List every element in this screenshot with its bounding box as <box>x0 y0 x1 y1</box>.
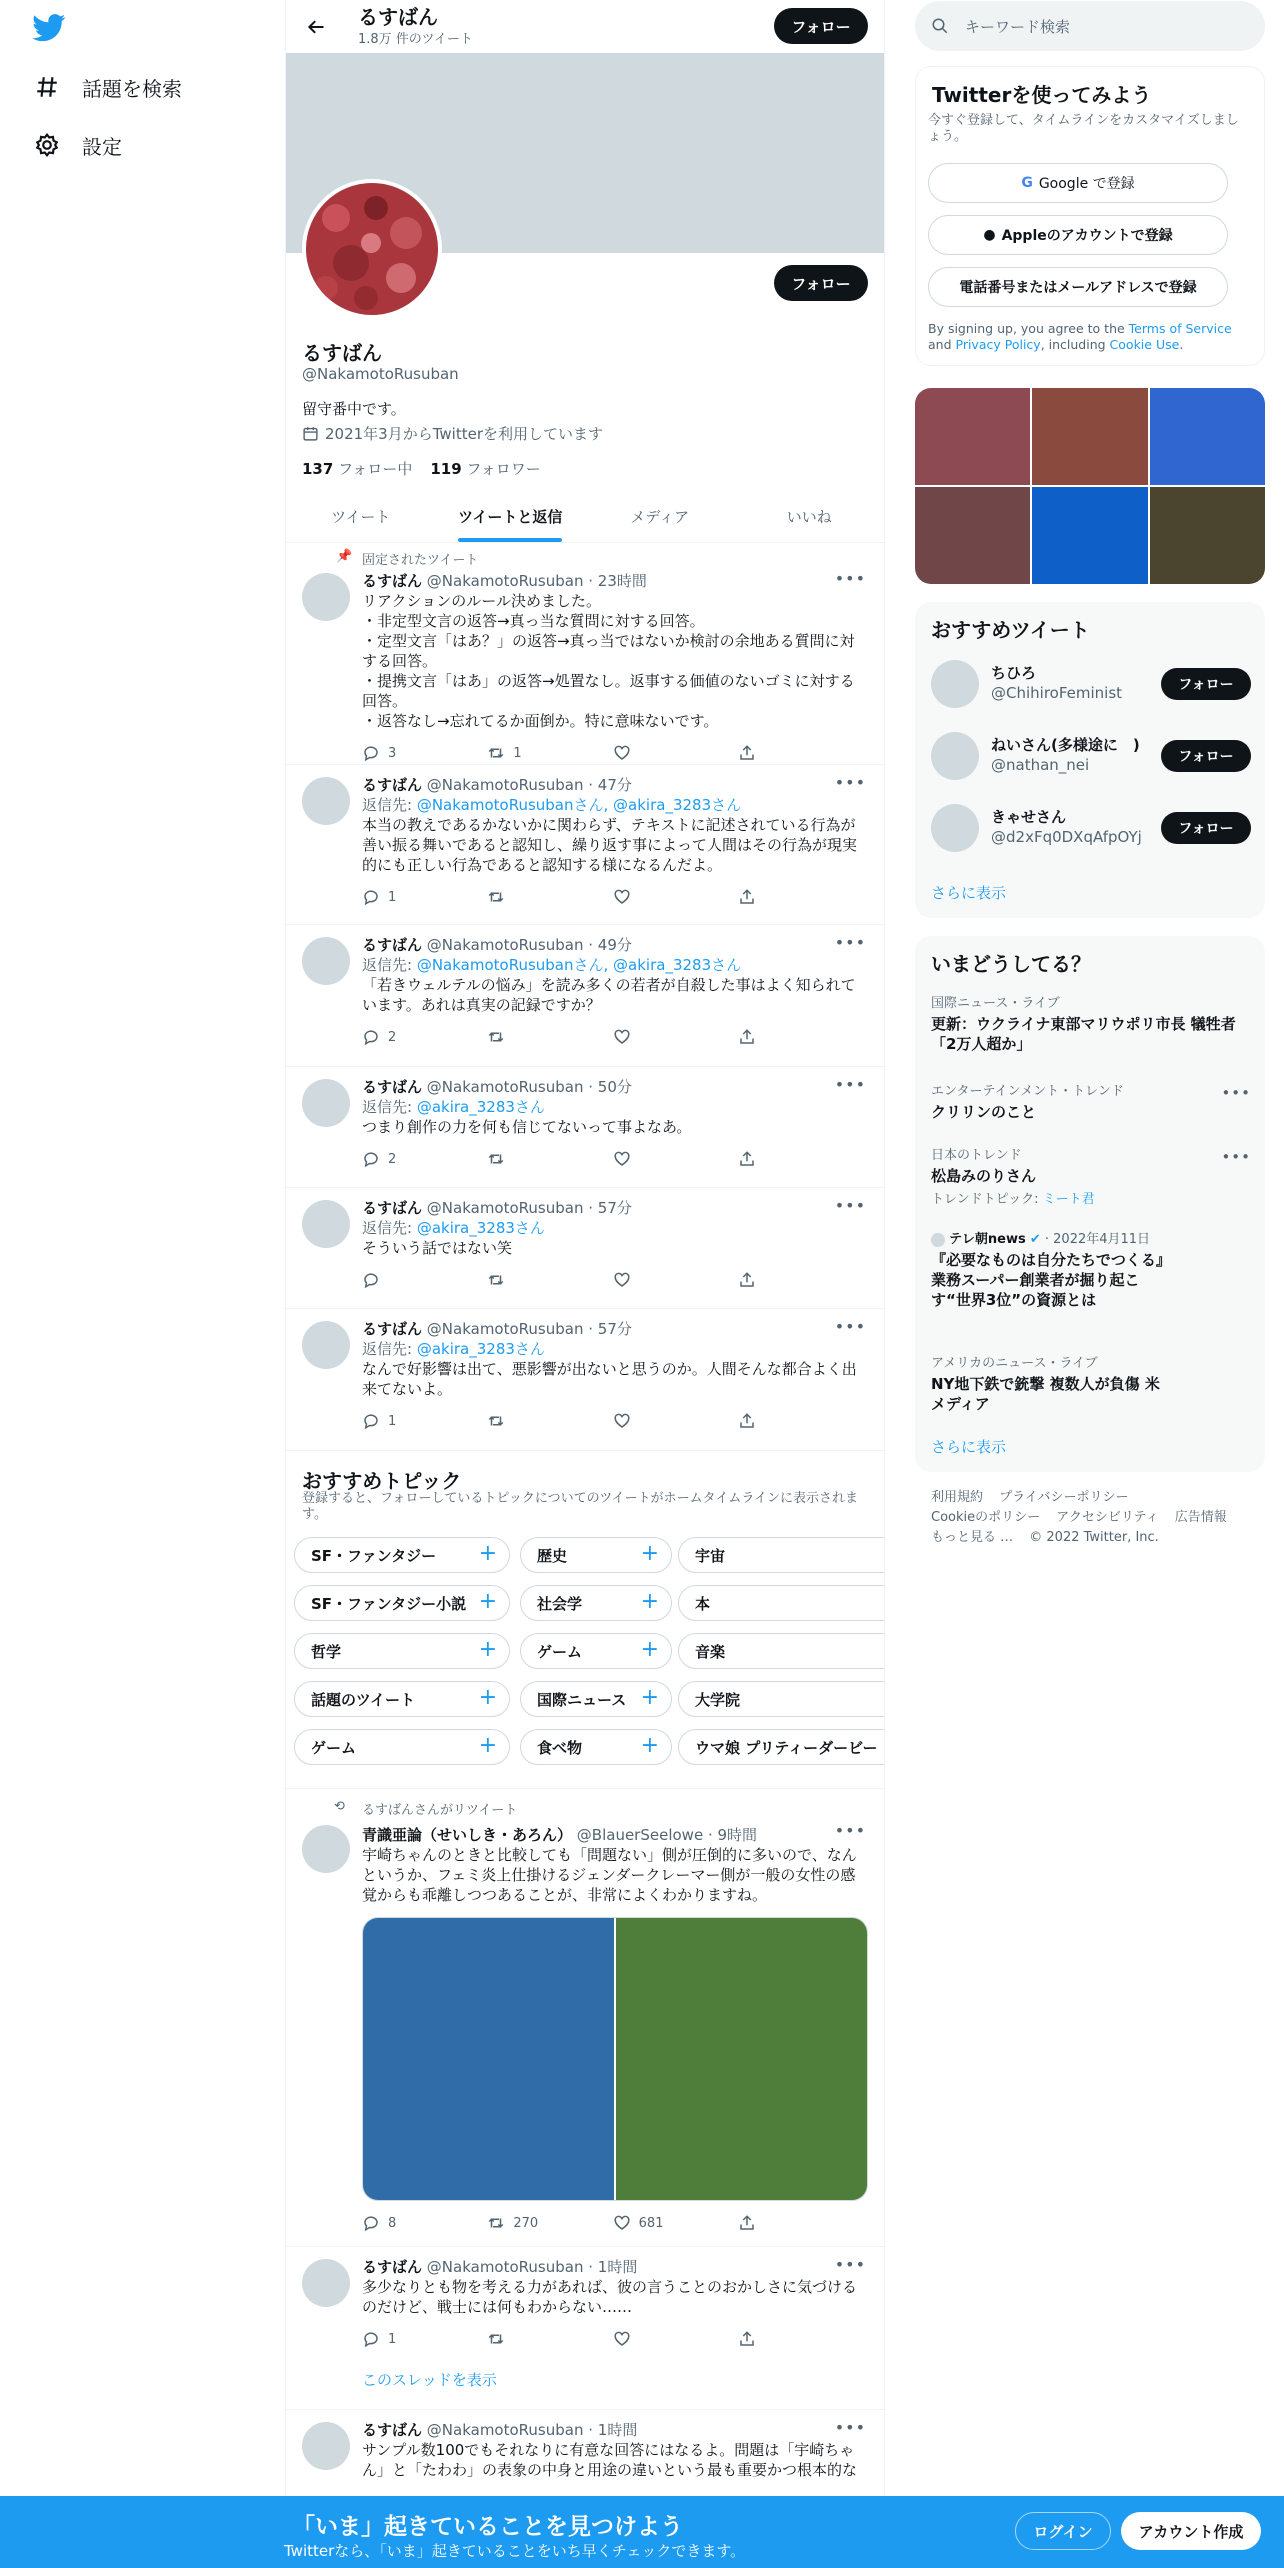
nav-settings[interactable] <box>34 125 122 165</box>
tweet-avatar[interactable] <box>302 1825 350 1873</box>
topic-chip[interactable]: 大学院 <box>678 1681 885 1717</box>
reply-icon <box>362 1028 380 1046</box>
topic-chip[interactable]: SF・ファンタジー + <box>294 1537 510 1573</box>
avatar[interactable] <box>931 660 979 708</box>
retweet-icon <box>487 2214 505 2232</box>
retweet-button[interactable]: 270 <box>487 2213 547 2233</box>
signup-title: Twitterを使ってみよう <box>932 83 1152 107</box>
tweet-avatar[interactable] <box>302 937 350 985</box>
profile-joined-text: 2021年3月からTwitterを利用しています <box>325 425 603 443</box>
more-icon[interactable]: ••• <box>834 1075 866 1094</box>
topic-chip[interactable]: ゲーム + <box>520 1633 672 1669</box>
footer-link[interactable]: アクセシビリティ <box>1056 1510 1159 1525</box>
tweet-text: つまり創作の力を何も信じてないって事よなあ。 <box>362 1118 692 1136</box>
topic-chip[interactable]: SF・ファンタジー小説 + <box>294 1585 510 1621</box>
like-button[interactable] <box>613 2329 673 2349</box>
show-more-link[interactable]: さらに表示 <box>931 1438 1007 1456</box>
source-avatar <box>931 1233 945 1247</box>
reply-to-users[interactable]: @akira_3283さん <box>416 1098 545 1116</box>
share-button[interactable] <box>738 1149 798 1169</box>
reply-button[interactable]: 8 <box>362 2213 422 2233</box>
tweet[interactable]: ••• るすばん @NakamotoRusuban · 57分 返信先: @akira_3283さん そういう話ではない笑 <box>286 1188 884 1309</box>
tweet-media[interactable] <box>362 1917 868 2201</box>
tweet-text: なんで好影響は出て、悪影響が出ないと思うのか。人間そんな都合よく出来てないよ。 <box>362 1360 857 1398</box>
reply-icon <box>362 888 380 906</box>
topic-chip[interactable]: ウマ娘 プリティーダービー <box>678 1729 885 1765</box>
recommended-user[interactable]: ねいさん(多様途に ) @nathan_nei フォロー <box>931 728 1251 784</box>
topic-chip[interactable]: 話題のツイート + <box>294 1681 510 1717</box>
privacy-link[interactable]: Privacy Policy <box>955 337 1041 352</box>
trend-item[interactable]: 日本のトレンド 松島みのりさん トレンドトピック: ミート君 ••• <box>931 1148 1251 1207</box>
tweet-avatar[interactable] <box>302 573 350 621</box>
copyright: © 2022 Twitter, Inc. <box>1029 1530 1159 1545</box>
retweet-button[interactable] <box>487 887 547 907</box>
google-signup-button[interactable]: G Google で登録 <box>928 163 1228 203</box>
plus-icon: + <box>640 1637 659 1662</box>
tweet-retweeted[interactable]: ⟲ るすばんさんがリツイート ••• 青識亜論（せいしき・あろん） @BlauerSeelowe · 9時間 宇崎ちゃんのときと比較しても「問題ない」側が圧倒的に多いので、なんというか、フェミ炎上仕掛けるジェンダークレーマー側が一般の女性の感覚からも乖離しつつあることが、非常によくわかりますね。 8 270 681 <box>286 1789 884 2247</box>
retweet-button[interactable] <box>487 1270 547 1290</box>
news-item[interactable]: テレ朝news ✔ · 2022年4月11日 『必要なものは自分たちでつくる』 業務スーパー創業者が掘り起こす“世界3位”の資源とは <box>931 1232 1179 1309</box>
share-button[interactable] <box>738 2329 798 2349</box>
retweet-icon <box>487 888 505 906</box>
calendar-icon <box>302 425 319 442</box>
tweet-avatar[interactable] <box>302 1321 350 1369</box>
retweet-button[interactable] <box>487 2329 547 2349</box>
cookie-link[interactable]: Cookie Use <box>1109 337 1180 352</box>
retweet-button[interactable] <box>487 1149 547 1169</box>
reply-icon <box>362 2214 380 2232</box>
reply-icon <box>362 1271 380 1289</box>
reply-to: 返信先: @NakamotoRusubanさん, @akira_3283さん <box>362 796 742 814</box>
plus-icon: + <box>478 1733 497 1758</box>
reply-to: 返信先: @akira_3283さん <box>362 1219 545 1237</box>
tweet-avatar[interactable] <box>302 1079 350 1127</box>
share-button[interactable] <box>738 1270 798 1290</box>
reply-button[interactable]: 1 <box>362 2329 422 2349</box>
media-thumb[interactable] <box>1032 388 1147 485</box>
share-icon <box>738 2330 756 2348</box>
avatar[interactable] <box>931 804 979 852</box>
reply-to: 返信先: @akira_3283さん <box>362 1340 545 1358</box>
nav-settings-label: 設定 <box>82 134 122 159</box>
recommended-accounts <box>915 602 1265 918</box>
share-icon <box>738 1150 756 1168</box>
topic-chip[interactable]: ゲーム + <box>294 1729 510 1765</box>
follow-button[interactable]: フォロー <box>1161 812 1251 844</box>
pinned-label: 固定されたツイート <box>362 553 479 568</box>
like-button[interactable]: 681 <box>613 2213 673 2233</box>
reply-icon <box>362 1412 380 1430</box>
reply-button[interactable] <box>362 1270 422 1290</box>
heart-icon <box>613 888 631 906</box>
reply-to-users[interactable]: @akira_3283さん <box>416 1340 545 1358</box>
main-column <box>285 0 885 2568</box>
share-button[interactable] <box>738 743 798 763</box>
tweet-avatar[interactable] <box>302 2422 350 2470</box>
topic-chip[interactable]: 国際ニュース + <box>520 1681 672 1717</box>
more-icon[interactable]: ••• <box>834 1196 866 1215</box>
share-icon <box>738 1412 756 1430</box>
tweet-actions <box>362 1149 868 1169</box>
hashtag-icon <box>34 74 60 100</box>
profile-handle: @NakamotoRusuban <box>302 365 459 383</box>
tweet-avatar[interactable] <box>302 1200 350 1248</box>
tweet-actions <box>362 887 868 907</box>
heart-icon <box>613 1412 631 1430</box>
reply-icon <box>362 744 380 762</box>
bottom-bar-subtitle: Twitterなら、「いま」起きていることをいち早くチェックできます。 <box>284 2542 746 2560</box>
more-icon[interactable]: ••• <box>834 2418 866 2437</box>
retweet-button[interactable] <box>487 1411 547 1431</box>
recommended-user[interactable]: きゃせさん @d2xFq0DXqAfpOYj フォロー <box>931 800 1251 856</box>
heart-icon <box>613 1271 631 1289</box>
tweet[interactable]: ••• るすばん @NakamotoRusuban · 47分 返信先: @NakamotoRusubanさん, @akira_3283さん 本当の教えであるかないかに関わらず、テキストに記述されている行為が善い振る舞いであると認知し、繰り返す事によって人間はその行為が現実的にも正しい行為であると認知する様になるんだよ。 1 <box>286 765 884 925</box>
plus-icon: + <box>640 1541 659 1566</box>
share-icon <box>738 888 756 906</box>
topic-chip[interactable]: 食べ物 + <box>520 1729 672 1765</box>
recommended-user[interactable]: ちひろ @ChihiroFeminist フォロー <box>931 656 1251 712</box>
bottom-bar-title: 「いま」起きていることを見つけよう <box>292 2514 683 2540</box>
plus-icon: + <box>478 1589 497 1614</box>
tweet-text: 宇崎ちゃんのときと比較しても「問題ない」側が圧倒的に多いので、なんというか、フェミ炎上仕掛けるジェンダークレーマー側が一般の女性の感覚からも乖離しつつあることが、非常によくわかりますね。 <box>362 1846 857 1904</box>
plus-icon: + <box>640 1589 659 1614</box>
footer-link[interactable]: もっと見る … <box>931 1530 1014 1545</box>
topics-title: おすすめトピック <box>302 1469 462 1493</box>
share-icon <box>738 2214 756 2232</box>
more-icon[interactable]: ••• <box>1221 1148 1251 1166</box>
profile-name: るすばん <box>302 341 382 365</box>
share-button[interactable] <box>738 2213 798 2233</box>
retweet-small-icon: ⟲ <box>334 1799 345 1814</box>
signup-terms: By signing up, you agree to the Terms of Service and Privacy Policy, including Cookie Use. <box>928 321 1232 352</box>
back-arrow-icon <box>306 17 326 37</box>
tab-media[interactable]: メディア <box>630 508 690 526</box>
plus-icon: + <box>640 1685 659 1710</box>
footer-link[interactable]: 広告情報 <box>1174 1510 1227 1525</box>
trend-item[interactable]: エンターテインメント・トレンド クリリンのこと ••• <box>931 1084 1251 1121</box>
like-button[interactable] <box>613 1270 673 1290</box>
tweet-text: 「若きウェルテルの悩み」を読み多くの若者が自殺した事はよく知られています。あれは真実の記録ですか？ <box>362 976 856 1014</box>
terms-link[interactable]: Terms of Service <box>1128 321 1232 336</box>
footer-link[interactable]: 利用規約 <box>931 1490 984 1505</box>
tweet-text: 多少なりとも物を考える力があれば、彼の言うことのおかしさに気づけるのだけど、戦士には何もわからない…… <box>362 2278 858 2316</box>
share-button[interactable] <box>738 1027 798 1047</box>
left-sidebar <box>0 0 285 2568</box>
twitter-logo-icon[interactable] <box>32 14 66 42</box>
tweet[interactable]: ••• るすばん @NakamotoRusuban · 1時間 多少なりとも物を考える力があれば、彼の言うことのおかしさに気づけるのだけど、戦士には何もわからない…… 1 このスレッドを表示 <box>286 2247 884 2410</box>
trend-item[interactable]: アメリカのニュース・ライブ NY地下鉄で銃撃 複数人が負傷 米メディア <box>931 1356 1160 1413</box>
like-button[interactable] <box>613 1149 673 1169</box>
profile-follow-button[interactable]: フォロー <box>774 265 868 301</box>
tweet-actions <box>362 1411 868 1431</box>
apple-icon: ● <box>983 227 996 243</box>
tweet[interactable]: ••• るすばん @NakamotoRusuban · 50分 返信先: @akira_3283さん つまり創作の力を何も信じてないって事よなあ。 2 <box>286 1067 884 1188</box>
media-thumb[interactable] <box>915 487 1030 584</box>
show-more-link[interactable]: さらに表示 <box>931 884 1007 902</box>
heart-icon <box>613 1028 631 1046</box>
footer-link[interactable]: プライバシーポリシー <box>999 1490 1129 1505</box>
tweet-text: そういう話ではない笑 <box>362 1239 513 1257</box>
more-icon[interactable]: ••• <box>1221 1084 1251 1102</box>
more-icon[interactable]: ••• <box>834 2255 866 2274</box>
reply-icon <box>362 2330 380 2348</box>
heart-icon <box>613 2214 631 2232</box>
profile-stats <box>302 458 541 479</box>
profile-header-bar <box>286 0 884 53</box>
like-button[interactable] <box>613 1411 673 1431</box>
retweet-icon <box>487 1150 505 1168</box>
retweet-icon <box>487 1412 505 1430</box>
signup-bottom-bar <box>0 2496 1284 2568</box>
tweet[interactable]: ••• るすばん @NakamotoRusuban · 57分 返信先: @akira_3283さん なんで好影響は出て、悪影響が出ないと思うのか。人間そんな都合よく出来てないよ。 1 <box>286 1309 884 1451</box>
nav-explore[interactable] <box>34 67 182 107</box>
tweet-text: 本当の教えであるかないかに関わらず、テキストに記述されている行為が善い振る舞いであると認知し、繰り返す事によって人間はその行為が現実的にも正しい行為であると認知する様になるんだよ。 <box>362 816 858 874</box>
reply-to-users[interactable]: @akira_3283さん <box>416 1219 545 1237</box>
like-button[interactable] <box>613 1027 673 1047</box>
login-button[interactable]: ログイン <box>1015 2512 1111 2550</box>
plus-icon: + <box>478 1637 497 1662</box>
media-thumb[interactable] <box>1150 388 1265 485</box>
media-image-right[interactable] <box>616 1918 867 2200</box>
media-thumb[interactable] <box>915 388 1030 485</box>
header-name: るすばん <box>358 5 438 29</box>
reply-to: 返信先: @NakamotoRusubanさん, @akira_3283さん <box>362 956 742 974</box>
share-icon <box>738 744 756 762</box>
retweet-icon <box>487 1271 505 1289</box>
signup-card <box>915 66 1265 366</box>
reply-button[interactable]: 3 <box>362 743 422 763</box>
heart-icon <box>613 744 631 762</box>
reply-button[interactable]: 2 <box>362 1027 422 1047</box>
retweet-button[interactable] <box>487 1027 547 1047</box>
topics-description: 登録すると、フォローしているトピックについてのツイートがホームタイムラインに表示されます。 <box>302 1491 859 1522</box>
profile-joined <box>302 423 603 444</box>
back-button[interactable] <box>302 13 330 41</box>
avatar-image <box>306 183 438 315</box>
media-thumb[interactable] <box>1032 487 1147 584</box>
topic-chip[interactable]: 歴史 + <box>520 1537 672 1573</box>
profile-bio: 留守番中です。 <box>302 400 406 418</box>
header-title <box>358 6 473 47</box>
topic-chip[interactable]: 社会学 + <box>520 1585 672 1621</box>
media-thumb[interactable] <box>1150 487 1265 584</box>
search-icon <box>931 17 949 35</box>
retweet-icon <box>487 744 505 762</box>
plus-icon: + <box>640 1733 659 1758</box>
avatar[interactable] <box>931 732 979 780</box>
reply-icon <box>362 1150 380 1168</box>
verified-icon: ✔ <box>1029 1232 1041 1247</box>
retweet-icon <box>487 2330 505 2348</box>
signup-subtitle: 今すぐ登録して、タイムラインをカスタマイズしましょう。 <box>928 113 1239 144</box>
tweet[interactable]: ••• るすばん @NakamotoRusuban · 1時間 サンプル数100でもそれなりに有意な回答にはなるよ。問題は「宇崎ちゃん」と「たわわ」の表象の中身と用途の違いという最も重要かつ根本的な <box>286 2410 884 2530</box>
tweet-actions <box>362 1270 868 1290</box>
tweet-text: リアクションのルール決めました。 ・非定型文言の返答→真っ当な質問に対する回答。 ・定型文言「はあ？」の返答→真っ当ではないか検討の余地ある質問に対する回答。 ・提携文言「はあ」の返答→処置なし。返事する価値のないゴミに対する回答。 ・返答なし→忘れてるか面倒か。特に意味ないです。 <box>362 592 855 730</box>
recommended-title: おすすめツイート <box>931 618 1090 642</box>
gear-icon <box>34 132 60 158</box>
reply-to-users[interactable]: @NakamotoRusubanさん, @akira_3283さん <box>416 796 742 814</box>
retweet-label: るすばんさんがリツイート <box>362 1803 518 1818</box>
share-icon <box>738 1271 756 1289</box>
tab-tweets[interactable]: ツイート <box>331 508 391 526</box>
header-tweet-count: 1.8万 件のツイート <box>358 32 473 47</box>
like-button[interactable] <box>613 743 673 763</box>
trends-panel <box>915 936 1265 1472</box>
nav-explore-label: 話題を検索 <box>82 76 182 101</box>
topic-chip[interactable]: 音楽 <box>678 1633 885 1669</box>
search-box[interactable] <box>915 1 1265 51</box>
trends-title: いまどうしてる？ <box>931 952 1091 976</box>
media-image-left[interactable] <box>363 1918 616 2200</box>
recommended-topics <box>286 1451 884 1789</box>
more-icon[interactable]: ••• <box>834 569 866 588</box>
plus-icon: + <box>478 1685 497 1710</box>
tweet-actions <box>362 743 868 763</box>
more-icon[interactable]: ••• <box>834 1317 866 1336</box>
phone-email-signup-button[interactable]: 電話番号またはメールアドレスで登録 <box>928 267 1228 307</box>
apple-signup-button[interactable]: ● Appleのアカウントで登録 <box>928 215 1228 255</box>
create-account-button[interactable]: アカウント作成 <box>1121 2512 1261 2550</box>
footer-links <box>931 1488 1251 1548</box>
heart-icon <box>613 1150 631 1168</box>
profile-info <box>286 253 884 543</box>
tweet-pinned[interactable]: 📌 固定されたツイート ••• るすばん @NakamotoRusuban · 23時間 リアクションのルール決めました。 ・非定型文言の返答→真っ当な質問に対する回答。 ・定型文言「はあ？」の返答→真っ当ではないか検討の余地ある質問に対する回答。 ・提携文言「はあ」の返答→処置なし。返事する価値のないゴミに対する回答。 ・返答なし→忘れてるか面倒か。特に意味ないです。 3 1 <box>286 543 884 765</box>
profile-tabs <box>286 491 884 543</box>
show-thread-link[interactable]: このスレッドを表示 <box>362 2371 497 2389</box>
more-icon[interactable]: ••• <box>834 933 866 952</box>
reply-button[interactable]: 1 <box>362 1411 422 1431</box>
share-button[interactable] <box>738 887 798 907</box>
tab-likes[interactable]: いいね <box>786 508 832 526</box>
reply-button[interactable]: 2 <box>362 1149 422 1169</box>
retweet-button[interactable]: 1 <box>487 743 547 763</box>
tweet-actions <box>362 2213 868 2233</box>
reply-to-users[interactable]: @NakamotoRusubanさん, @akira_3283さん <box>416 956 742 974</box>
topic-chip[interactable]: 本 <box>678 1585 885 1621</box>
heart-icon <box>613 2330 631 2348</box>
footer-link[interactable]: Cookieのポリシー <box>931 1510 1041 1525</box>
pin-icon: 📌 <box>336 549 353 564</box>
topic-chip[interactable]: 哲学 + <box>294 1633 510 1669</box>
tweet-actions <box>362 1027 868 1047</box>
more-icon[interactable]: ••• <box>834 773 866 792</box>
following-link[interactable]: 137 フォロー中 <box>302 460 413 478</box>
google-icon: G <box>1021 175 1033 191</box>
follow-button[interactable]: フォロー <box>1161 668 1251 700</box>
retweet-icon <box>487 1028 505 1046</box>
followers-link[interactable]: 119 フォロワー <box>430 460 541 478</box>
tab-tweets-and-replies[interactable]: ツイートと返信 <box>436 491 586 542</box>
tweet-text: サンプル数100でもそれなりに有意な回答にはなるよ。問題は「宇崎ちゃん」と「たわわ」の表象の中身と用途の違いという最も重要かつ根本的な <box>362 2441 858 2479</box>
tweet-avatar[interactable] <box>302 777 350 825</box>
topic-chip[interactable]: 宇宙 <box>678 1537 885 1573</box>
search-input[interactable]: キーワード検索 <box>965 17 1071 36</box>
media-grid <box>915 388 1265 584</box>
profile-avatar[interactable] <box>302 179 442 319</box>
tweet-avatar[interactable] <box>302 2259 350 2307</box>
tweet[interactable]: ••• るすばん @NakamotoRusuban · 49分 返信先: @NakamotoRusubanさん, @akira_3283さん 「若きウェルテルの悩み」を読み多くの若者が自殺した事はよく知られています。あれは真実の記録ですか？ 2 <box>286 925 884 1067</box>
follow-button[interactable]: フォロー <box>1161 740 1251 772</box>
tweet-actions <box>362 2329 868 2349</box>
trend-item[interactable]: 国際ニュース・ライブ 更新：ウクライナ東部マリウポリ市長 犠牲者「2万人超か」 <box>931 996 1236 1053</box>
reply-to: 返信先: @akira_3283さん <box>362 1098 545 1116</box>
plus-icon: + <box>478 1541 497 1566</box>
share-icon <box>738 1028 756 1046</box>
reply-button[interactable]: 1 <box>362 887 422 907</box>
share-button[interactable] <box>738 1411 798 1431</box>
more-icon[interactable]: ••• <box>834 1821 866 1840</box>
like-button[interactable] <box>613 887 673 907</box>
header-follow-button[interactable]: フォロー <box>774 8 868 44</box>
